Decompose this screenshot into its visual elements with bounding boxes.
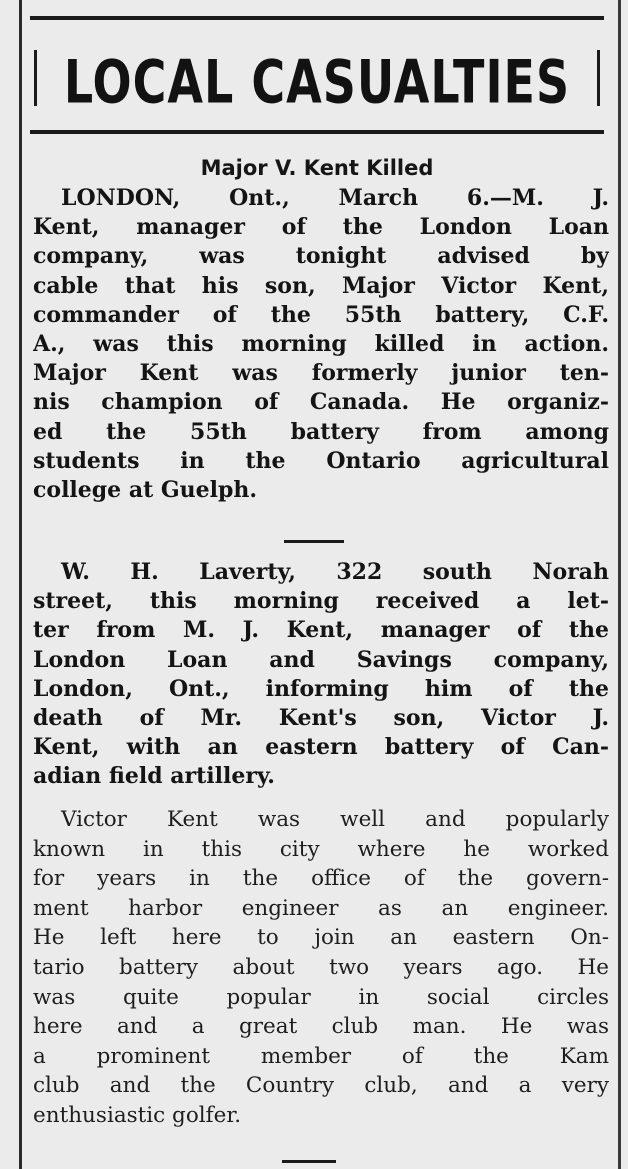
text-line: club and the Country club, and a very [33,1073,609,1099]
text-line: students in the Ontario agricultural [33,447,609,474]
text-line: nis champion of Canada. He organiz- [33,389,609,416]
text-line: ed the 55th battery from among [33,418,609,445]
text-line: death of Mr. Kent's son, Victor J. [33,704,609,731]
text-line: London, Ont., informing him of the [33,675,609,702]
text-line: Kent, with an eastern battery of Can- [33,734,609,761]
article-separator [284,540,344,543]
column-rule-left [19,0,22,1169]
text-line: for years in the office of the govern- [33,866,609,892]
text-line: ter from M. J. Kent, manager of the [33,617,609,644]
text-line: here and a great club man. He was [33,1014,609,1040]
article-separator-bottom [282,1160,336,1163]
column-rule-right [618,0,621,1169]
text-line: A., was this morning killed in action. [33,330,609,357]
article-paragraph-1 [33,184,609,505]
text-line: Major Kent was formerly junior ten- [33,360,609,387]
text-line: a prominent member of the Kam [33,1043,609,1069]
text-line: known in this city where he worked [33,836,609,862]
text-line: tario battery about two years ago. He [33,954,609,980]
headline: LOCAL CASUALTIES [63,46,571,117]
text-line: He left here to join an eastern On- [33,925,609,951]
text-line: college at Guelph. [33,476,258,503]
text-line: Kent, manager of the London Loan [33,214,609,241]
article-paragraph-3 [33,805,609,1131]
text-line: cable that his son, Major Victor Kent, [33,272,609,299]
text-line: ment harbor engineer as an engineer. [33,895,609,921]
text-line: Victor Kent was well and popularly [61,807,609,832]
article-paragraph-2 [33,558,609,792]
text-line: company, was tonight advised by [33,243,609,270]
text-line: was quite popular in social circles [33,984,609,1010]
subhead: Major V. Kent Killed [200,156,434,180]
text-line: London Loan and Savings company, [33,646,609,673]
text-line: commander of the 55th battery, C.F. [33,301,609,328]
text-line: LONDON, Ont., March 6.—M. J. [61,185,609,211]
text-line: adian field artillery. [33,763,275,790]
headline-box [30,16,604,134]
text-line: street, this morning received a let- [33,588,609,615]
text-line: W. H. Laverty, 322 south Norah [61,559,609,585]
text-line: enthusiastic golfer. [33,1102,242,1128]
